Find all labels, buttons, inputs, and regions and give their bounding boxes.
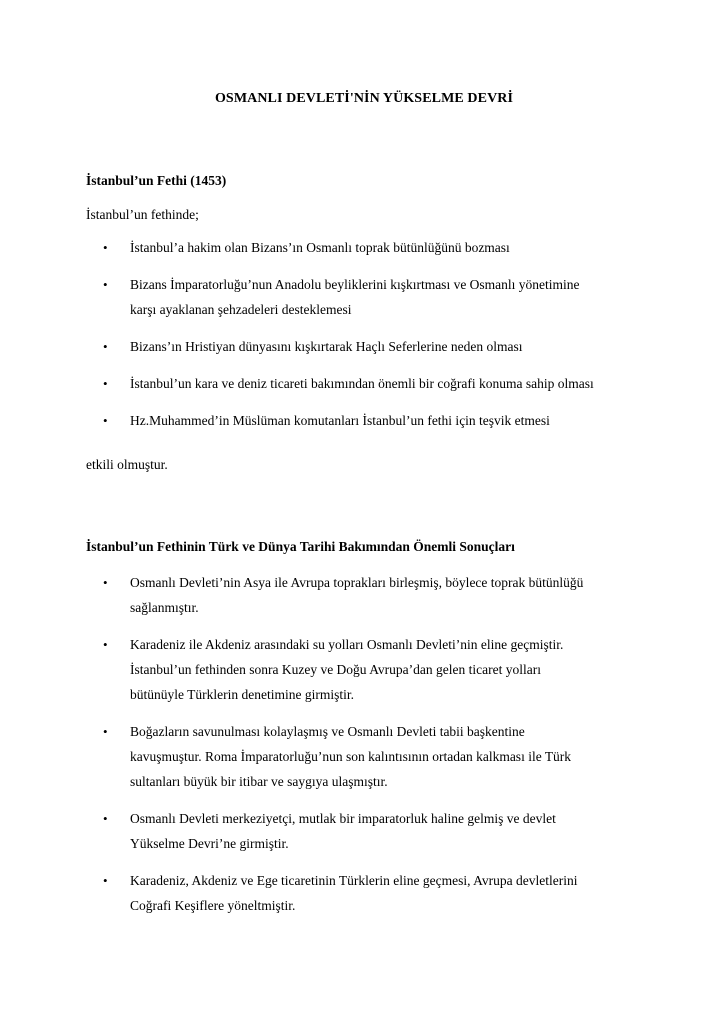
list-item-text: Hz.Muhammed’in Müslüman komutanları İstanbul’un fethi için teşvik etmesi — [130, 413, 550, 428]
list-item — [0, 371, 728, 396]
bullet-icon: • — [103, 413, 108, 428]
list-item-text: Karadeniz, Akdeniz ve Ege ticaretinin Türklerin eline geçmesi, Avrupa devletlerini — [130, 873, 578, 888]
bullet-icon: • — [103, 277, 108, 292]
list-item-text: Bizans İmparatorluğu’nun Anadolu beyliklerini kışkırtması ve Osmanlı yönetimine — [130, 277, 580, 292]
list-item — [0, 408, 728, 433]
bullet-icon: • — [103, 575, 108, 590]
list-item-text: Coğrafi Keşiflere yöneltmiştir. — [130, 898, 296, 913]
list-item — [0, 235, 728, 260]
section-intro: İstanbul’un fethinde; — [86, 207, 199, 222]
bullet-icon: • — [103, 724, 108, 739]
list-item-text: Bizans’ın Hristiyan dünyasını kışkırtarak Haçlı Seferlerine neden olması — [130, 339, 523, 354]
list-item — [0, 719, 728, 794]
section-heading-sonuclar: İstanbul’un Fethinin Türk ve Dünya Tarihi Bakımından Önemli Sonuçları — [86, 539, 515, 554]
bullet-icon: • — [103, 811, 108, 826]
list-item-text: Yükselme Devri’ne girmiştir. — [130, 836, 289, 851]
list-item-text: İstanbul’un kara ve deniz ticareti bakımından önemli bir coğrafi konuma sahip olması — [130, 376, 594, 391]
section-outro: etkili olmuştur. — [86, 457, 168, 472]
reasons-list — [0, 235, 728, 445]
list-item-text: Karadeniz ile Akdeniz arasındaki su yolları Osmanlı Devleti’nin eline geçmiştir. — [130, 637, 564, 652]
list-item — [0, 868, 728, 918]
list-item — [0, 570, 728, 620]
list-item-text: İstanbul’a hakim olan Bizans’ın Osmanlı toprak bütünlüğünü bozması — [130, 240, 510, 255]
page-title: OSMANLI DEVLETİ'NİN YÜKSELME DEVRİ — [214, 91, 514, 106]
list-item — [0, 806, 728, 856]
results-list — [0, 570, 728, 930]
bullet-icon: • — [103, 376, 108, 391]
list-item-text: Osmanlı Devleti’nin Asya ile Avrupa toprakları birleşmiş, böylece toprak bütünlüğü — [130, 575, 584, 590]
list-item-text: Osmanlı Devleti merkeziyetçi, mutlak bir imparatorluk haline gelmiş ve devlet — [130, 811, 556, 826]
list-item — [0, 334, 728, 359]
list-item-text: Boğazların savunulması kolaylaşmış ve Osmanlı Devleti tabii başkentine — [130, 724, 525, 739]
list-item — [0, 272, 728, 322]
list-item-text: bütünüyle Türklerin denetimine girmiştir. — [130, 687, 354, 702]
bullet-icon: • — [103, 873, 108, 888]
list-item-text: İstanbul’un fethinden sonra Kuzey ve Doğu Avrupa’dan gelen ticaret yolları — [130, 662, 541, 677]
bullet-icon: • — [103, 240, 108, 255]
list-item-text: karşı ayaklanan şehzadeleri desteklemesi — [130, 302, 352, 317]
list-item — [0, 632, 728, 707]
bullet-icon: • — [103, 637, 108, 652]
bullet-icon: • — [103, 339, 108, 354]
list-item-text: sağlanmıştır. — [130, 600, 199, 615]
list-item-text: sultanları büyük bir itibar ve saygıya ulaşmıştır. — [130, 774, 388, 789]
section-heading-istanbul-fethi: İstanbul’un Fethi (1453) — [86, 173, 227, 188]
list-item-text: kavuşmuştur. Roma İmparatorluğu’nun son kalıntısının ortadan kalkması ile Türk — [130, 749, 572, 764]
